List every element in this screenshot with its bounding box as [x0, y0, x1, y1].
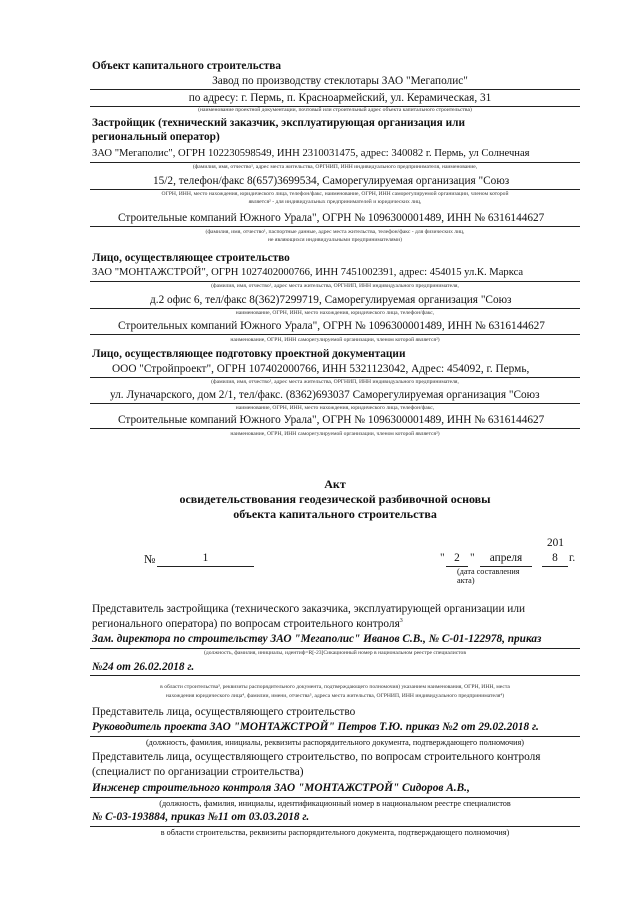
underline — [90, 736, 580, 737]
control-rep-label-1: Представитель лица, осуществляющего строительство, по вопросам строительного контроля — [92, 751, 541, 763]
developer-line-1: ЗАО "Мегаполис", ОГРН 102230598549, ИНН 2310031475, адрес: 340082 г. Пермь, ул Солнечная — [92, 148, 530, 159]
underline — [542, 566, 568, 567]
builder-note-3: наименование, ОГРН, ИНН саморегулируемой организации, членом которой является²) — [230, 337, 440, 343]
designer-line-1: ООО "Стройпроект", ОГРН 107402000766, ИНН 5321123042, Адрес: 454092, г. Пермь, — [112, 363, 530, 375]
underline — [90, 89, 580, 90]
developer-note-3a: (фамилия, имя, отчество¹, паспортные данные, адрес места жительства, телефон/факс - для физических лиц, — [205, 229, 465, 235]
underline — [90, 826, 580, 827]
builder-note-1: (фамилия, имя, отчество¹, адрес места жительства, ОРГНИП, ИНН индивидуального предпринимателя, — [211, 283, 459, 289]
act-number: 1 — [202, 552, 209, 564]
control-rep-value-2: № С-03-193884, приказ №11 от 03.03.2018 г. — [92, 811, 310, 823]
developer-line-3: Строительные компаний Южного Урала", ОГРН № 1096300001489, ИНН № 6316144627 — [118, 212, 545, 224]
dev-rep-label-2-sup: 3 — [399, 618, 403, 625]
act-number-label: № — [144, 552, 156, 566]
act-subtitle: освидетельствования геодезической разбивочной основы — [179, 492, 491, 506]
builder-note-2: наименование, ОГРН, ИНН, место нахождения, юридического лица, телефон/факс, — [235, 310, 435, 316]
builder-rep-value: Руководитель проекта ЗАО "МОНТАЖСТРОЙ" Петров Т.Ю. приказ №2 от 29.02.2018 г. — [92, 721, 539, 733]
underline — [90, 797, 580, 798]
developer-heading-1: Застройщик (технический заказчик, эксплуатирующая организация или — [92, 117, 465, 129]
designer-note-3: наименование, ОГРН, ИНН саморегулируемой организации, членом которой является²) — [230, 431, 440, 437]
control-rep-label-2: (специалист по организации строительства) — [92, 766, 304, 778]
dev-rep-value-1: Зам. директора по строительству ЗАО "Мегаполис" Иванов С.В., № С-01-122978, приказ — [92, 633, 542, 645]
designer-note-1: (фамилия, имя, отчество¹, адрес места жительства, ОРГНИП, ИНН индивидуального предпринимателя, — [211, 379, 459, 385]
object-heading: Объект капитального строительства — [92, 60, 282, 72]
act-title: Акт — [324, 477, 346, 491]
builder-heading: Лицо, осуществляющее строительство — [92, 252, 290, 264]
date-year-prefix: 201 — [547, 537, 564, 549]
underline — [90, 648, 580, 649]
date-quote-open: " — [440, 552, 445, 564]
designer-heading: Лицо, осуществляющее подготовку проектной документации — [92, 348, 406, 360]
underline — [90, 226, 580, 227]
underline — [90, 403, 580, 404]
dev-rep-label-1: Представитель застройщика (технического заказчика, эксплуатирующей организации или — [92, 603, 526, 615]
developer-note-3b: не являющихся индивидуальными предпринимателями) — [268, 237, 402, 243]
builder-rep-note: (должность, фамилия, инициалы, реквизиты распорядительного документа, подтверждающего полномочия) — [145, 738, 525, 747]
builder-rep-label: Представитель лица, осуществляющего строительство — [92, 706, 356, 718]
underline — [157, 566, 254, 567]
underline — [90, 308, 580, 309]
builder-line-3: Строительных компаний Южного Урала", ОГРН № 1096300001489, ИНН № 6316144627 — [118, 320, 545, 332]
control-rep-note-1: (должность, фамилия, инициалы, идентификационный номер в национальном реестре специалистов — [159, 799, 511, 808]
date-year-suffix: г. — [569, 552, 576, 564]
act-object-title: объекта капитального строительства — [233, 507, 437, 521]
dev-rep-note-2: в области строительства³, реквизиты распорядительного документа, подтверждающего полномочия) указанием наименования, ОГРН, ИНН, места — [160, 684, 510, 690]
dev-rep-value-2: №24 от 26.02.2018 г. — [92, 661, 195, 673]
developer-line-2: 15/2, телефон/факс 8(657)3699534, Саморегулируемая организация "Союз — [153, 175, 510, 187]
underline — [90, 377, 580, 378]
underline — [90, 189, 580, 190]
underline — [90, 428, 580, 429]
object-note: (наименование проектной документации, почтовый или строительный адрес объекта капитального строительства) — [198, 107, 472, 113]
dev-rep-note-1: (должность, фамилия, инициалы, идентиф=R[-23]Сикационный номер в национальном реестре специалистов — [204, 650, 466, 656]
date-day: 2 — [454, 552, 460, 564]
builder-line-1: ЗАО "МОНТАЖСТРОЙ", ОГРН 1027402000766, ИНН 7451002391, адрес: 454015 ул.К. Маркса — [92, 267, 524, 278]
dev-rep-label-2 — [92, 618, 403, 630]
control-rep-note-2: в области строительства, реквизиты распорядительного документа, подтверждающего полномочия) — [160, 828, 510, 837]
underline — [90, 162, 580, 163]
developer-note-1: (фамилия, имя, отчество¹, адрес места жительства, ОРГНИП, ИНН индивидуального предпринимателя, наименование, — [192, 164, 478, 170]
date-note-2: акта) — [457, 576, 475, 585]
object-name: Завод по производству стеклотары ЗАО "Мегаполис" — [212, 75, 468, 87]
underline — [90, 281, 580, 282]
designer-note-2: наименование, ОГРН, ИНН, место нахождения, юридического лица, телефон/факс, — [235, 405, 435, 411]
designer-line-2: ул. Луначарского, дом 2/1, тел/факс. (8362)693037 Саморегулируемая организация "Союз — [110, 389, 540, 401]
date-year-digit: 8 — [552, 552, 558, 564]
underline — [90, 334, 580, 335]
builder-line-2: д.2 офис 6, тел/факс 8(362)7299719, Саморегулируемая организация "Союз — [150, 294, 512, 306]
date-quote-close: " — [470, 552, 475, 564]
dev-rep-note-3: нахождения юридического лица⁴, фамилии, имени, отчества⁵, адреса места жительства, ОГРНИП, ИНН индивидуального предпринимателя⁴) — [165, 693, 505, 699]
control-rep-value-1: Инженер строительного контроля ЗАО "МОНТАЖСТРОЙ" Сидоров А.В., — [92, 782, 470, 794]
underline — [90, 675, 580, 676]
developer-note-2a: ОГРН, ИНН, место нахождения, юридического лица, телефон/факс, наименование, ОГРН, ИНН саморегулируемой организации, членом которой — [161, 191, 509, 197]
object-address: по адресу: г. Пермь, п. Красноармейский, ул. Керамическая, 31 — [188, 92, 492, 104]
designer-line-3: Строительные компаний Южного Урала", ОГРН № 1096300001489, ИНН № 6316144627 — [118, 414, 545, 426]
date-note-1: (дата составления — [457, 567, 520, 576]
date-month: апреля — [489, 552, 523, 564]
developer-note-2b: является² - для индивидуальных предпринимателей и юридических лиц, — [248, 199, 422, 205]
developer-heading-2: региональный оператор) — [92, 131, 220, 143]
dev-rep-label-2-text: регионального оператора) по вопросам строительного контроля — [92, 618, 400, 630]
